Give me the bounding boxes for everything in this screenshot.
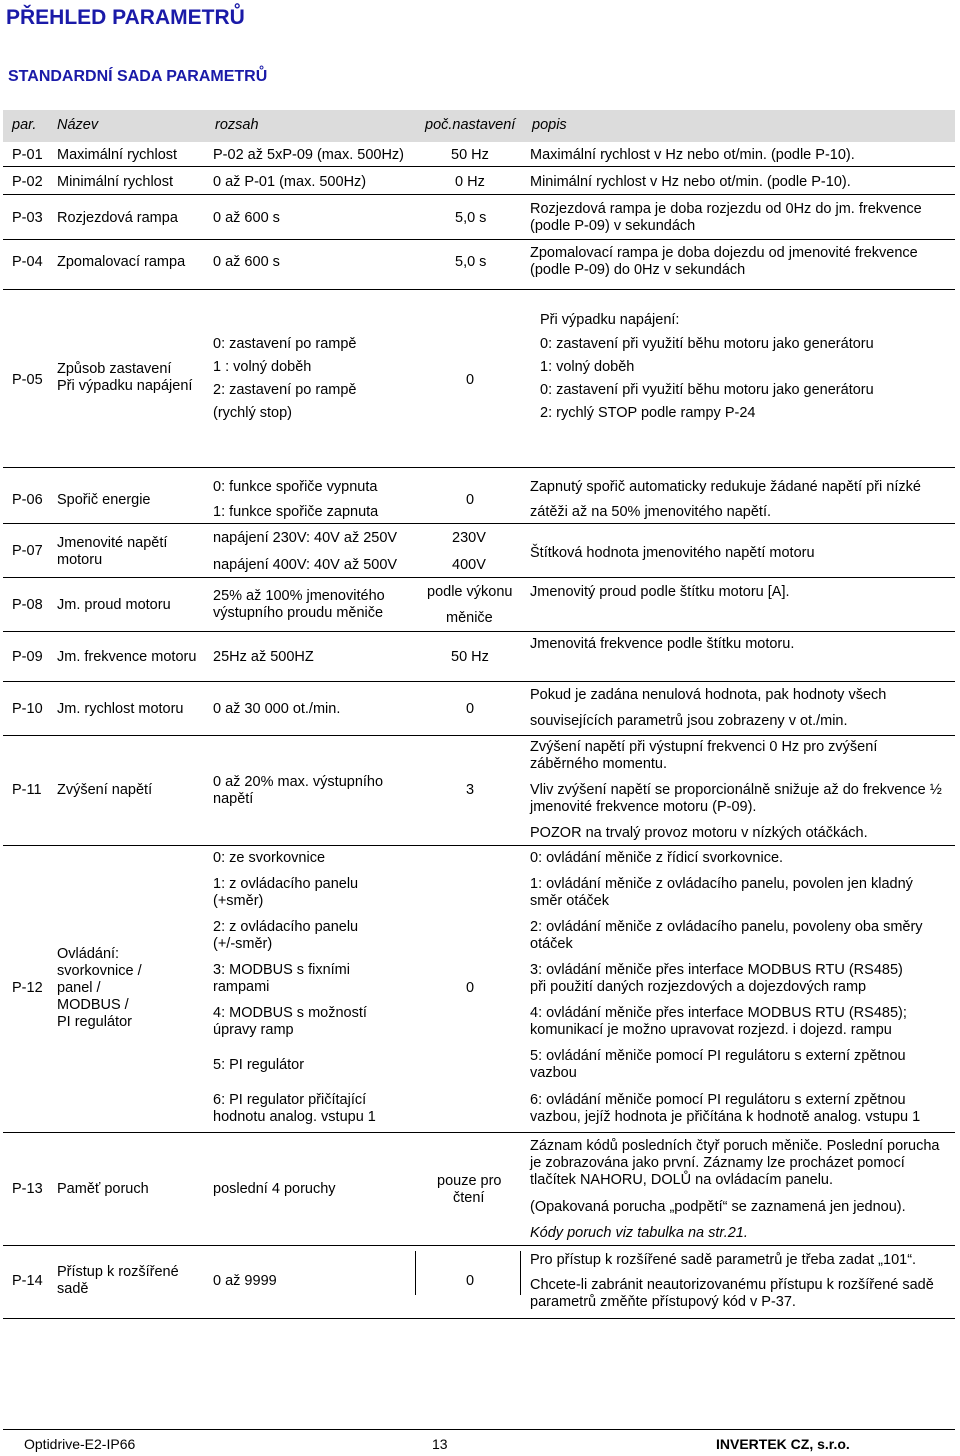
p01-poc: 50 Hz xyxy=(451,147,489,163)
p12-popis-3: směr otáček xyxy=(530,893,609,909)
p08-poc-1: podle výkonu xyxy=(427,584,513,600)
p06-poc: 0 xyxy=(466,492,475,508)
p11-nazev: Zvýšení napětí xyxy=(57,782,153,798)
p12-popis-8: 4: ovládání měniče přes interface MODBUS RTU (RS485); xyxy=(530,1005,907,1021)
p11-rozsah-1: 0 až 20% max. výstupního xyxy=(213,774,384,790)
p09-par: P-09 xyxy=(12,649,43,665)
p14-poc: 0 xyxy=(466,1273,475,1289)
p11-popis-5: POZOR na trvalý provoz motoru v nízkých otáčkách. xyxy=(530,825,868,841)
p02-par: P-02 xyxy=(12,174,43,190)
p12-rozsah-1: 0: ze svorkovnice xyxy=(213,850,326,866)
p07-par: P-07 xyxy=(12,543,43,559)
p12-rozsah-9: úpravy ramp xyxy=(213,1022,294,1038)
p13-rozsah: poslední 4 poruchy xyxy=(213,1181,336,1197)
p05-popis-3: 1: volný doběh xyxy=(540,359,635,375)
p08-popis: Jmenovitý proud podle štítku motoru [A]. xyxy=(530,584,790,600)
p14-popis-1: Pro přístup k rozšířené sadě parametrů je třeba zadat „101“. xyxy=(530,1252,917,1268)
p11-popis-1: Zvýšení napětí při výstupní frekvenci 0 Hz pro zvýšení xyxy=(530,739,878,755)
p06-nazev: Spořič energie xyxy=(57,492,151,508)
p12-popis-2: 1: ovládání měniče z ovládacího panelu, povolen jen kladný xyxy=(530,876,913,892)
p08-rozsah-1: 25% až 100% jmenovitého xyxy=(213,588,385,604)
p12-nazev-1: Ovládání: xyxy=(57,946,120,962)
page-title: PŘEHLED PARAMETRŮ xyxy=(6,6,245,29)
p12-rozsah-4: 2: z ovládacího panelu xyxy=(213,919,359,935)
footer-company: INVERTEK CZ, s.r.o. xyxy=(716,1436,850,1452)
p04-nazev: Zpomalovací rampa xyxy=(57,254,186,270)
p05-par: P-05 xyxy=(12,372,43,388)
p12-popis-7: při použití daných rozjezdových a dojezdových ramp xyxy=(530,979,867,995)
p10-nazev: Jm. rychlost motoru xyxy=(57,701,184,717)
p05-rozsah-1: 0: zastavení po rampě xyxy=(213,336,357,352)
p11-popis-2: záběrného momentu. xyxy=(530,756,668,772)
header-popis: popis xyxy=(532,117,567,133)
footer-page-number: 13 xyxy=(432,1436,448,1452)
p03-rozsah: 0 až 600 s xyxy=(213,210,280,226)
p07-rozsah-1: napájení 230V: 40V až 250V xyxy=(213,530,398,546)
header-rozsah: rozsah xyxy=(215,117,259,133)
table-bottom-border xyxy=(3,1318,955,1319)
p12-popis-5: otáček xyxy=(530,936,573,952)
p05-nazev-2: Při výpadku napájení xyxy=(57,378,193,394)
p12-rozsah-2: 1: z ovládacího panelu xyxy=(213,876,359,892)
p13-poc-2: čtení xyxy=(453,1190,485,1206)
p08-poc-2: měniče xyxy=(446,610,493,626)
p07-popis: Štítková hodnota jmenovitého napětí motoru xyxy=(530,545,815,561)
p10-rozsah: 0 až 30 000 ot./min. xyxy=(213,701,341,717)
p09-popis: Jmenovitá frekvence podle štítku motoru. xyxy=(530,636,795,652)
p13-popis-3: tlačítek NAHORU, DOLŮ na ovládacím panelu. xyxy=(530,1172,834,1188)
header-poc: poč.nastavení xyxy=(425,117,516,133)
p03-par: P-03 xyxy=(12,210,43,226)
row-divider xyxy=(3,289,955,290)
p10-par: P-10 xyxy=(12,701,43,717)
p07-nazev-2: motoru xyxy=(57,552,103,568)
row-divider xyxy=(3,194,955,195)
p12-popis-4: 2: ovládání měniče z ovládacího panelu, povoleny oba směry xyxy=(530,919,923,935)
p01-popis: Maximální rychlost v Hz nebo ot/min. (podle P-10). xyxy=(530,147,855,163)
p01-par: P-01 xyxy=(12,147,43,163)
p14-popis-3: parametrů změňte přístupový kód v P-37. xyxy=(530,1294,796,1310)
p12-rozsah-11: 6: PI regulator přičítající xyxy=(213,1092,367,1108)
p12-popis-6: 3: ovládání měniče přes interface MODBUS RTU (RS485) xyxy=(530,962,903,978)
p10-popis-2: souvisejících parametrů jsou zobrazeny v ot./min. xyxy=(530,713,848,729)
p10-poc: 0 xyxy=(466,701,475,717)
p04-popis-1: Zpomalovací rampa je doba dojezdu od jmenovité frekvence xyxy=(530,245,918,261)
p02-poc: 0 Hz xyxy=(455,174,485,190)
p12-nazev-3: panel / xyxy=(57,980,101,996)
p12-rozsah-5: (+/-směr) xyxy=(213,936,273,952)
p06-popis-1: Zapnutý spořič automaticky redukuje žádané napětí při nízké xyxy=(530,479,921,495)
p06-rozsah-2: 1: funkce spořiče zapnuta xyxy=(213,504,379,520)
p03-popis-1: Rozjezdová rampa je doba rozjezdu od 0Hz do jm. frekvence xyxy=(530,201,922,217)
p07-rozsah-2: napájení 400V: 40V až 500V xyxy=(213,557,398,573)
p03-popis-2: (podle P-09) v sekundách xyxy=(530,218,696,234)
p13-poc-1: pouze pro xyxy=(437,1173,502,1189)
p08-par: P-08 xyxy=(12,597,43,613)
p01-nazev: Maximální rychlost xyxy=(57,147,178,163)
p11-popis-4: jmenovité frekvence motoru (P-09). xyxy=(530,799,757,815)
p09-poc: 50 Hz xyxy=(451,649,489,665)
p12-rozsah-6: 3: MODBUS s fixními xyxy=(213,962,350,978)
row-divider xyxy=(3,467,955,468)
header-nazev: Název xyxy=(57,117,99,133)
p03-nazev: Rozjezdová rampa xyxy=(57,210,178,226)
row-divider xyxy=(3,681,955,682)
p14-popis-2: Chcete-li zabránit neautorizovanému přístupu k rozšířené sadě xyxy=(530,1277,934,1293)
row-divider xyxy=(3,631,955,632)
p12-popis-10: 5: ovládání měniče pomocí PI regulátoru s externí zpětnou xyxy=(530,1048,906,1064)
row-divider xyxy=(3,577,955,578)
p05-popis-4: 0: zastavení při využití běhu motoru jako generátoru xyxy=(540,382,874,398)
p05-popis-1: Při výpadku napájení: xyxy=(540,312,680,328)
p12-rozsah-10: 5: PI regulátor xyxy=(213,1057,305,1073)
p06-par: P-06 xyxy=(12,492,43,508)
p12-popis-9: komunikací je možno upravovat rozjezd. i dojezd. rampu xyxy=(530,1022,892,1038)
p12-par: P-12 xyxy=(12,980,43,996)
p13-popis-4: (Opakovaná porucha „podpětí“ se zaznamená jen jednou). xyxy=(530,1199,906,1215)
p14-rozsah: 0 až 9999 xyxy=(213,1273,277,1289)
p05-popis-2: 0: zastavení při využití běhu motoru jako generátoru xyxy=(540,336,874,352)
p12-rozsah-3: (+směr) xyxy=(213,893,264,909)
column-separator xyxy=(520,1251,521,1295)
row-divider xyxy=(3,735,955,736)
p11-popis-3: Vliv zvýšení napětí se proporcionálně snižuje až do frekvence ½ xyxy=(530,782,942,798)
row-divider xyxy=(3,1132,955,1133)
p02-popis: Minimální rychlost v Hz nebo ot/min. (podle P-10). xyxy=(530,174,851,190)
p05-poc: 0 xyxy=(466,372,475,388)
p07-poc-2: 400V xyxy=(452,557,486,573)
p12-rozsah-7: rampami xyxy=(213,979,270,995)
p11-par: P-11 xyxy=(12,782,42,798)
p07-poc-1: 230V xyxy=(452,530,486,546)
p07-nazev-1: Jmenovité napětí xyxy=(57,535,168,551)
p03-poc: 5,0 s xyxy=(455,210,487,226)
p12-popis-1: 0: ovládání měniče z řídicí svorkovnice. xyxy=(530,850,784,866)
p12-rozsah-8: 4: MODBUS s možností xyxy=(213,1005,367,1021)
p09-rozsah: 25Hz až 500HZ xyxy=(213,649,314,665)
p06-popis-2: zátěži až na 50% jmenovitého napětí. xyxy=(530,504,772,520)
p08-rozsah-2: výstupního proudu měniče xyxy=(213,605,384,621)
p04-popis-2: (podle P-09) do 0Hz v sekundách xyxy=(530,262,746,278)
p05-rozsah-4: (rychlý stop) xyxy=(213,405,292,421)
p04-par: P-04 xyxy=(12,254,43,270)
p01-rozsah: P-02 až 5xP-09 (max. 500Hz) xyxy=(213,147,404,163)
row-divider xyxy=(3,1245,955,1246)
p05-popis-5: 2: rychlý STOP podle rampy P-24 xyxy=(540,405,756,421)
p06-rozsah-1: 0: funkce spořiče vypnuta xyxy=(213,479,378,495)
p11-rozsah-2: napětí xyxy=(213,791,254,807)
p05-nazev-1: Způsob zastavení xyxy=(57,361,172,377)
row-divider xyxy=(3,523,955,524)
header-par: par. xyxy=(12,117,37,133)
row-divider xyxy=(3,166,955,167)
p12-popis-12: 6: ovládání měniče pomocí PI regulátoru s externí zpětnou xyxy=(530,1092,906,1108)
footer-rule xyxy=(3,1429,955,1430)
p09-nazev: Jm. frekvence motoru xyxy=(57,649,197,665)
column-separator xyxy=(415,1251,416,1295)
section-title: STANDARDNÍ SADA PARAMETRŮ xyxy=(8,68,268,85)
p05-rozsah-2: 1 : volný doběh xyxy=(213,359,312,375)
p12-poc: 0 xyxy=(466,980,475,996)
p13-popis-5: Kódy poruch viz tabulka na str.21. xyxy=(530,1225,748,1241)
p12-nazev-2: svorkovnice / xyxy=(57,963,142,979)
p04-poc: 5,0 s xyxy=(455,254,487,270)
p13-nazev: Paměť poruch xyxy=(57,1181,149,1197)
p05-rozsah-3: 2: zastavení po rampě xyxy=(213,382,357,398)
row-divider xyxy=(3,239,955,240)
p02-nazev: Minimální rychlost xyxy=(57,174,174,190)
p12-popis-13: vazbou, jejíž hodnota je přičítána k hodnotě analog. vstupu 1 xyxy=(530,1109,921,1125)
p13-par: P-13 xyxy=(12,1181,43,1197)
p02-rozsah: 0 až P-01 (max. 500Hz) xyxy=(213,174,367,190)
p12-nazev-5: PI regulátor xyxy=(57,1014,132,1030)
p08-nazev: Jm. proud motoru xyxy=(57,597,171,613)
p13-popis-1: Záznam kódů posledních čtyř poruch měniče. Poslední porucha xyxy=(530,1138,940,1154)
p12-rozsah-12: hodnotu analog. vstupu 1 xyxy=(213,1109,376,1125)
p14-nazev-1: Přístup k rozšířené xyxy=(57,1264,179,1280)
p14-nazev-2: sadě xyxy=(57,1281,89,1297)
row-divider xyxy=(3,845,955,846)
footer-product: Optidrive-E2-IP66 xyxy=(24,1436,136,1452)
p11-poc: 3 xyxy=(466,782,475,798)
p04-rozsah: 0 až 600 s xyxy=(213,254,280,270)
p12-popis-11: vazbou xyxy=(530,1065,577,1081)
p14-par: P-14 xyxy=(12,1273,43,1289)
p12-nazev-4: MODBUS / xyxy=(57,997,129,1013)
p13-popis-2: je zobrazována jako první. Záznamy lze procházet pomocí xyxy=(530,1155,905,1171)
p10-popis-1: Pokud je zadána nenulová hodnota, pak hodnoty všech xyxy=(530,687,887,703)
